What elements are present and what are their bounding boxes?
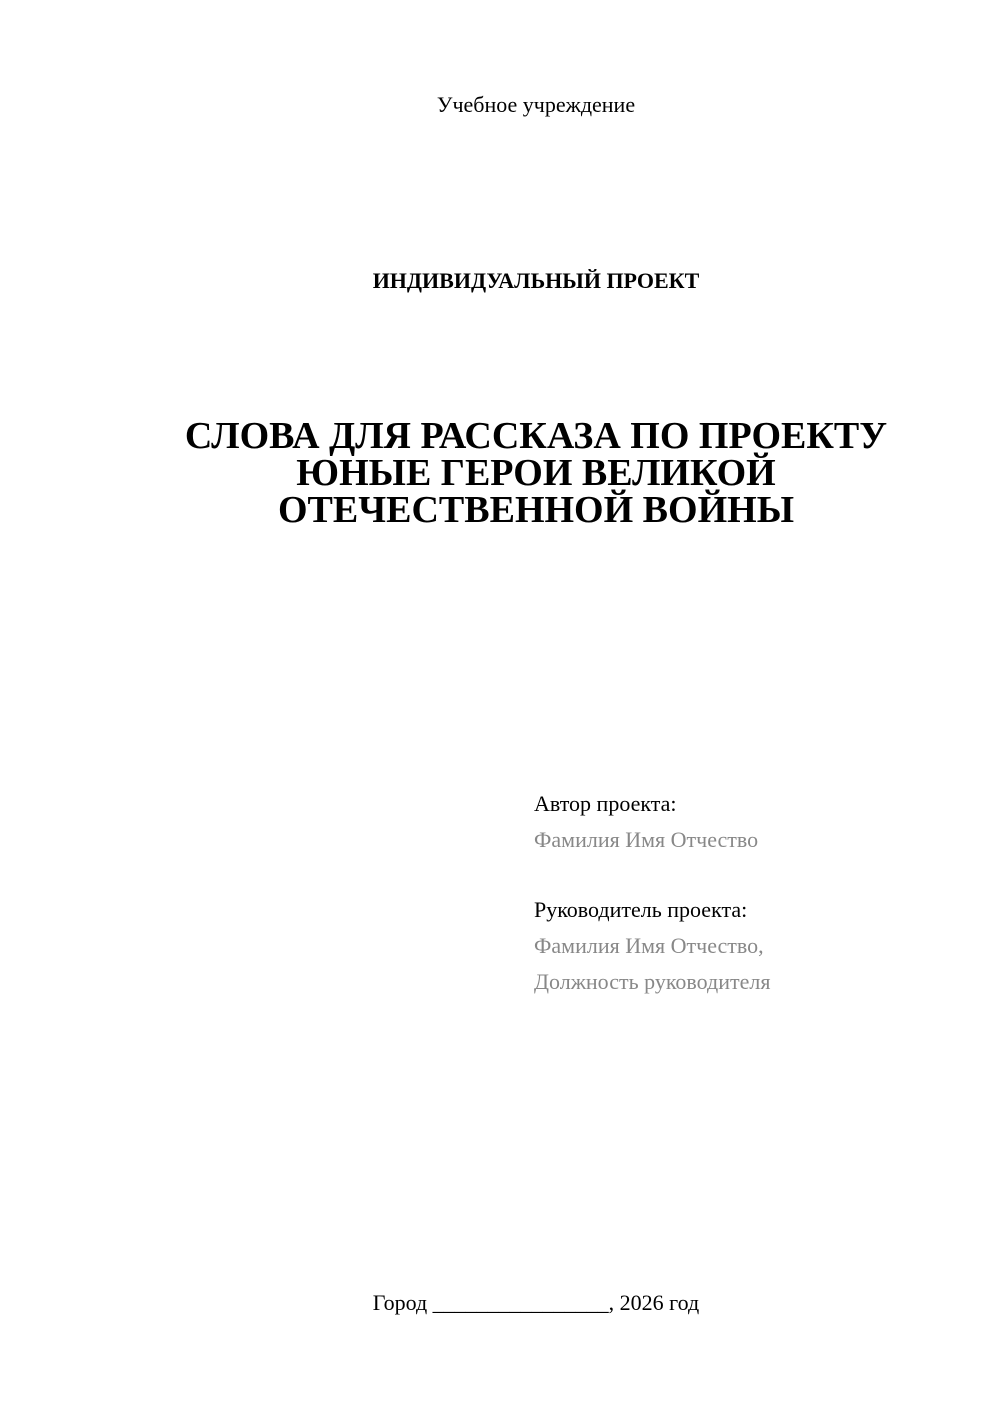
project-title-line-3: ОТЕЧЕСТВЕННОЙ ВОЙНЫ [277,489,795,531]
project-title [0,415,1000,531]
supervisor-name: Фамилия Имя Отчество, [534,933,764,958]
institution-name: Учебное учреждение [436,92,636,117]
author-label: Автор проекта: [534,791,677,816]
author-block [534,786,758,858]
project-title-line-1: СЛОВА ДЛЯ РАССКАЗА ПО ПРОЕКТУ [184,415,888,457]
supervisor-label: Руководитель проекта: [534,897,748,922]
project-title-line-2: ЮНЫЕ ГЕРОИ ВЕЛИКОЙ [296,452,776,494]
supervisor-position: Должность руководителя [534,969,771,994]
author-name: Фамилия Имя Отчество [534,827,759,852]
city-year-line: Город ________________, 2026 год [372,1290,700,1315]
project-type-heading: ИНДИВИДУАЛЬНЫЙ ПРОЕКТ [372,268,700,293]
supervisor-block [534,892,770,1000]
